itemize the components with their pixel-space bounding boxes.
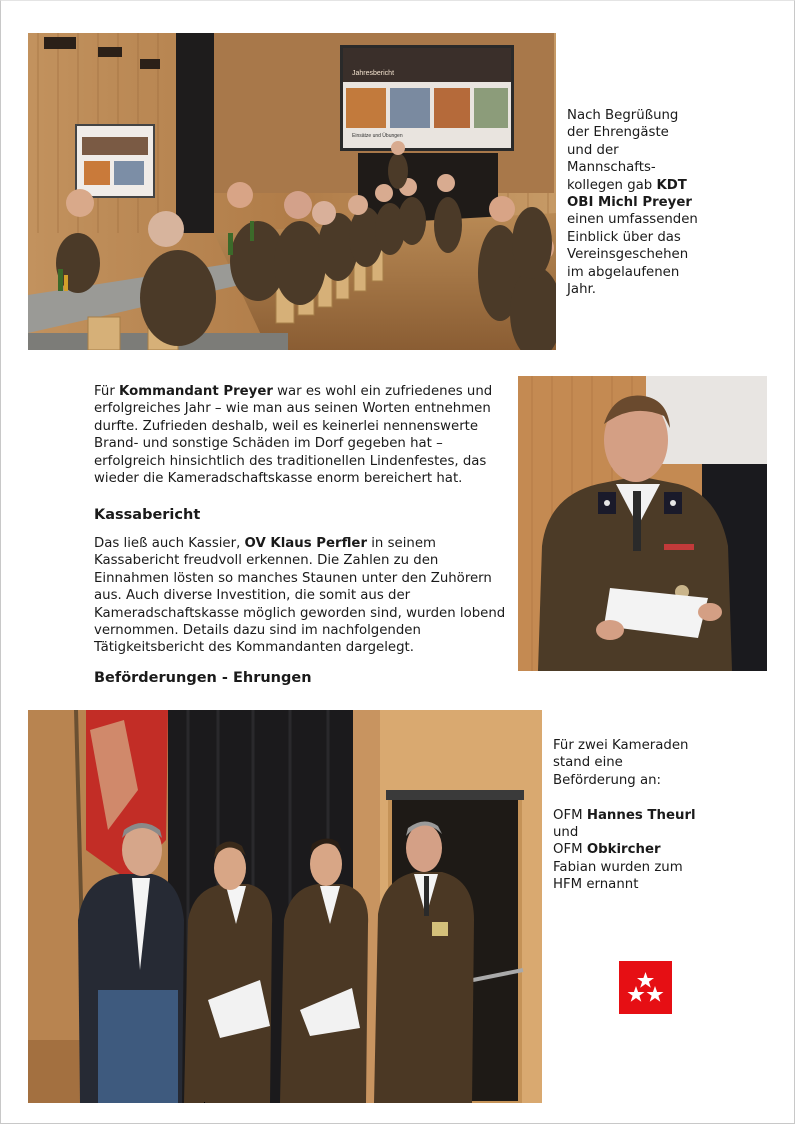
promotion-line: HFM ernannt xyxy=(553,877,639,893)
intro-highlight: OBI Michl Preyer xyxy=(567,195,692,211)
promotion-line: OFM xyxy=(553,807,587,823)
commander-line: Für xyxy=(94,384,120,399)
intro-line: einen umfassenden xyxy=(567,212,698,228)
commander-highlight: Kommandant Preyer xyxy=(119,384,273,399)
intro-text xyxy=(567,107,737,298)
kassa-line: aus. Auch diverse Investition, die somit aus der xyxy=(94,588,411,604)
promotion-highlight: Hannes Theurl xyxy=(586,807,696,823)
intro-highlight: KDT xyxy=(656,177,687,193)
intro-line: und der xyxy=(567,142,619,158)
promotion-line: Beförderung an: xyxy=(553,772,662,788)
fire-brigade-stars-icon xyxy=(619,961,672,1014)
commander-line: erfolgreich hinsichtlich des traditionellen Lindenfestes, das xyxy=(94,453,487,469)
kassa-line: Einnahmen lösten so manches Staunen unter den Zuhörern xyxy=(94,570,492,586)
promotion-line: Für zwei Kameraden xyxy=(553,738,689,753)
commander-line: Brand- und sonstige Schäden im Dorf gegeben hat – xyxy=(94,436,443,452)
kassa-line: Das ließ auch Kassier, xyxy=(94,536,245,551)
promotion-line: und xyxy=(553,825,579,841)
kassa-line: Kameradschaftskasse möglich geworden sind, wurden lobend xyxy=(94,605,506,621)
promotion-highlight: Obkircher xyxy=(586,842,661,858)
screen-title: Jahresbericht xyxy=(352,70,395,77)
intro-line: kollegen gab xyxy=(567,177,657,193)
intro-line: Mannschafts- xyxy=(567,160,656,176)
kassa-line: Kassabericht freudvoll erkennen. Die Zahlen zu den xyxy=(94,553,439,569)
promotion-photo xyxy=(28,710,542,1103)
intro-line: im abgelaufenen xyxy=(567,264,680,280)
promotion-line: OFM xyxy=(553,842,587,858)
kassa-text xyxy=(94,535,514,657)
commander-text xyxy=(94,383,514,487)
intro-line: Einblick über das xyxy=(567,229,681,245)
meeting-photo xyxy=(28,33,556,350)
kassa-heading: Kassabericht xyxy=(94,507,201,523)
kassa-highlight: OV Klaus Perfler xyxy=(244,536,368,551)
commander-line: war es wohl ein zufriedenes und xyxy=(272,384,493,399)
promotion-line: Fabian wurden zum xyxy=(553,859,683,875)
intro-line: Nach Begrüßung xyxy=(567,108,679,123)
commander-line: wieder die Kameradschaftskasse enorm bereichert hat. xyxy=(94,471,463,487)
intro-line: Vereinsgeschehen xyxy=(567,247,689,263)
intro-line: der Ehrengäste xyxy=(567,125,669,141)
promotion-heading: Beförderungen - Ehrungen xyxy=(94,670,312,686)
intro-line: Jahr. xyxy=(567,282,596,298)
commander-line: erfolgreiches Jahr – wie man aus seinen Worten entnehmen xyxy=(94,401,491,417)
kassa-line: vernommen. Details dazu sind im nachfolgenden xyxy=(94,623,421,639)
commander-line: durfte. Zufrieden deshalb, weil es keinerlei nennenswerte xyxy=(94,418,479,434)
kassa-line: Tätigkeitsbericht des Kommandanten dargelegt. xyxy=(94,640,414,656)
commander-photo xyxy=(518,376,767,671)
kassa-line: in seinem xyxy=(367,536,436,551)
screen-subtitle: Einsätze und Übungen xyxy=(352,133,403,139)
promotion-line: stand eine xyxy=(553,755,623,771)
promotion-text xyxy=(553,737,753,894)
